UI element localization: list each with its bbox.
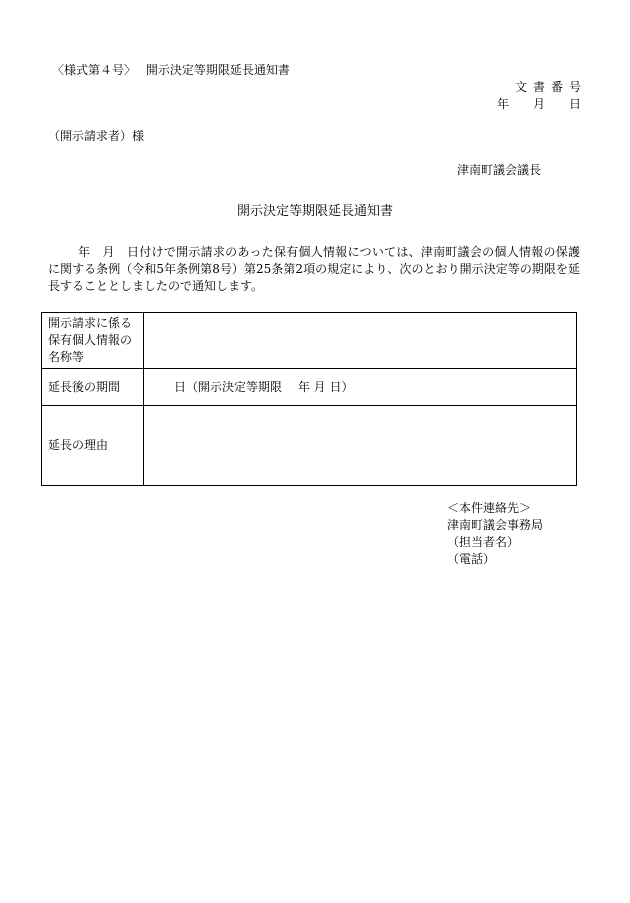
notice-body: 年 月 日付けで開示請求のあった保有個人情報については、津南町議会の個人情報の保護に関する条例（令和5年条例第8号）第25条第2項の規定により、次のとおり開示決定等の期限を延長することとしましたので通知します。 [48,245,580,293]
row-label-extended-period: 延長後の期間 [42,369,144,406]
table-row [42,369,577,406]
requester-name: （開示請求者）様 [48,129,145,143]
document-meta [496,79,587,113]
contact-office: 津南町議会事務局 [447,518,544,532]
document-number-label: 文書番号 [514,80,587,94]
row-value-information-name [144,313,577,369]
row-label-extension-reason: 延長の理由 [42,406,144,486]
form-number: 〈様式第４号〉 開示決定等期限延長通知書 [52,63,290,77]
document-date-label: 年 月 日 [496,97,587,111]
row-label-information-name: 開示請求に係る保有個人情報の名称等 [42,313,144,369]
row-value-extension-reason [144,406,577,486]
table-row [42,406,577,486]
contact-block [447,500,543,568]
contact-person: （担当者名） [447,535,520,549]
row-value-extended-period: 日（開示決定等期限 年 月 日） [144,369,577,406]
info-table [41,312,577,486]
document-title: 開示決定等期限延長通知書 [236,204,393,219]
contact-heading: ＜本件連絡先＞ [447,501,532,515]
table-row [42,313,577,369]
contact-phone: （電話） [447,552,496,566]
sender-name: 津南町議会議長 [456,163,541,177]
